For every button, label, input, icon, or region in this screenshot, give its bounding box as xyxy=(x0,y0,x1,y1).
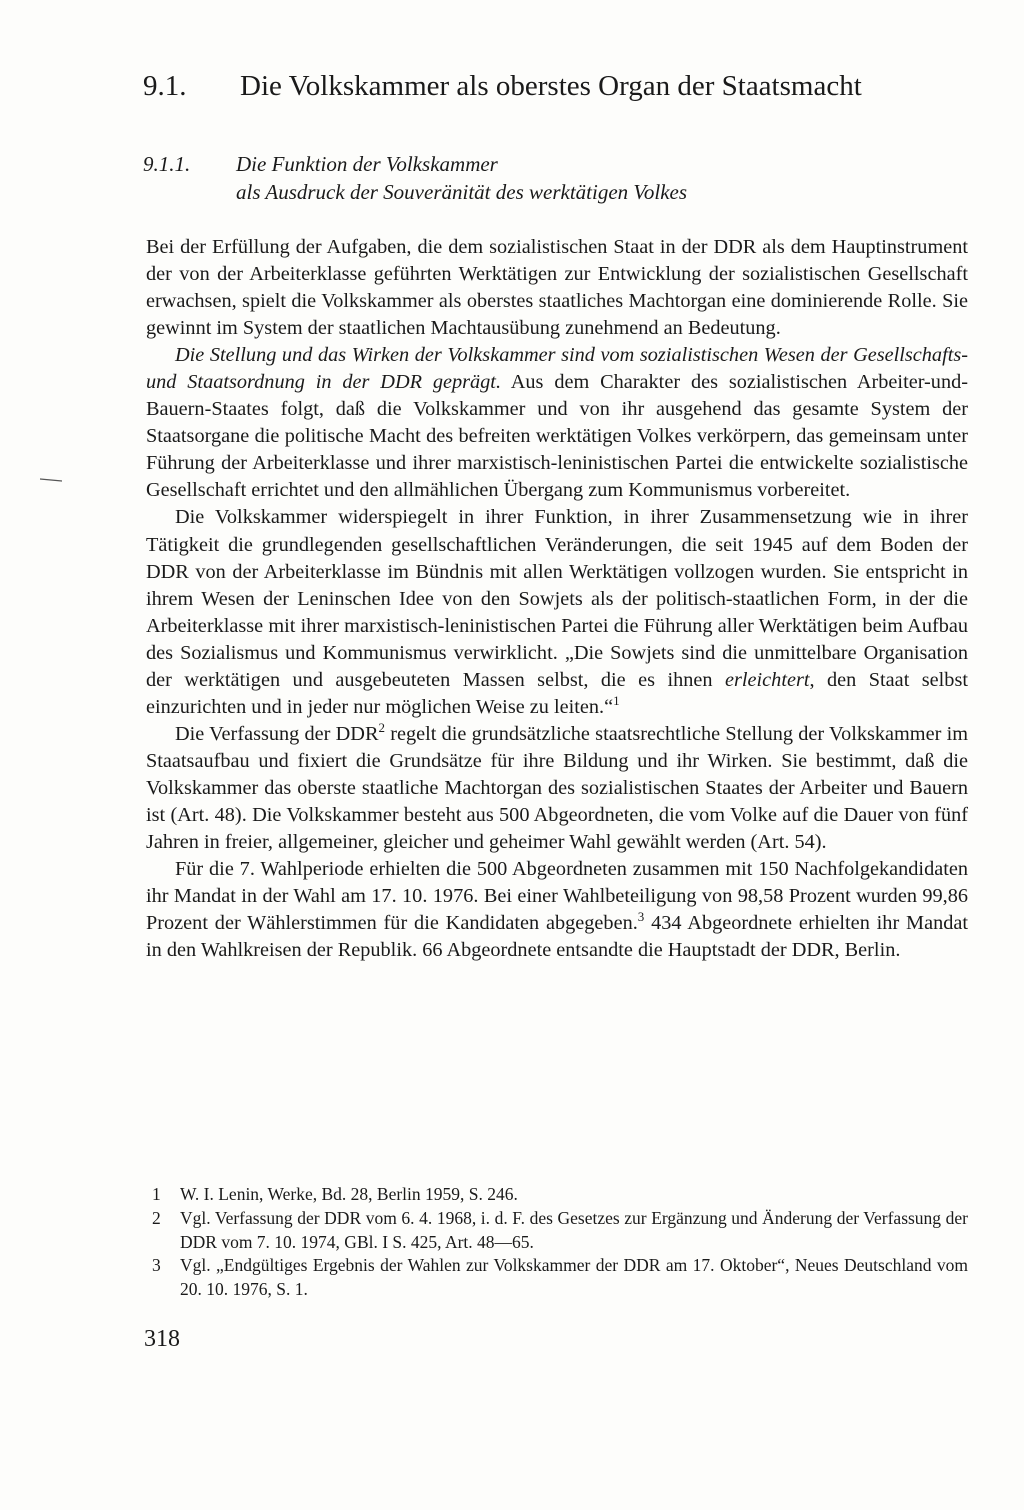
footnote-number: 1 xyxy=(152,1184,161,1204)
paragraph-1-text: Bei der Erfüllung der Aufgaben, die dem sozialistischen Staat in der DDR als dem Hauptinstrument der von der Arbeiterklasse geführten Werktätigen zur Entwicklung der sozialistischen Gesellschaft erwachsen, spielt die Volkskammer als oberstes staatliches Machtorgan eine dominierende Rolle. Sie gewinnt im System der staatlichen Machtausübung zunehmend an Bedeutung. xyxy=(146,236,968,340)
page-number: 318 xyxy=(144,1326,180,1352)
paragraph-2-italic: Die Stellung und das Wirken der Volkskammer sind vom sozialistischen Wesen der Gesellschafts- und Staatsordnung in der DDR geprägt. xyxy=(146,344,968,394)
paragraph-1 xyxy=(146,234,968,342)
margin-pencil-mark xyxy=(40,478,62,482)
paragraph-4 xyxy=(146,721,968,856)
paragraph-3-text-a: Die Volkskammer widerspiegelt in ihrer Funktion, in ihrer Zusammensetzung wie in ihrer Tätigkeit die grundlegenden gesellschaftlichen Veränderungen, die seit 1945 auf dem Boden der DDR von der Arbeiterklasse im Bündnis mit allen Werktätigen vollzogen wurden. Sie entspricht in ihrem Wesen der Leninschen Idee von den Sowjets als der politisch-staatlichen Form, in der die Arbeiterklasse mit ihrer marxistisch-leninistischen Partei die Führung aller Werktätigen beim Aufbau des Sozialismus und Kommunismus verwirklicht. „Die Sowjets sind die unmittelbare Organisation der werktätigen und ausgebeuteten Massen selbst, die es ihnen xyxy=(146,506,968,691)
paragraph-3 xyxy=(146,504,968,720)
footnote-1 xyxy=(152,1183,968,1207)
footnote-3 xyxy=(152,1254,968,1302)
footnote-ref-1: 1 xyxy=(613,693,620,709)
subsection-title-line-1: Die Funktion der Volkskammer xyxy=(236,152,498,176)
subsection-number: 9.1.1. xyxy=(143,152,191,176)
footnote-number: 2 xyxy=(152,1207,161,1228)
paragraph-5-text-a: Für die 7. Wahlperiode erhielten die 500 Abgeordneten zusammen mit 150 Nachfolgekandidaten ihr Mandat in der Wahl am 17. 10. 1976. Bei einer Wahlbeteiligung von 98,58 Prozent wurden 99,86 Prozent der Wählerstimmen für die Kandidaten abgegeben. xyxy=(146,858,968,935)
footnote-text: Vgl. Verfassung der DDR vom 6. 4. 1968, i. d. F. des Gesetzes zur Ergänzung und Änderung der Verfassung der DDR vom 7. 10. 1974, GBl. I S. 425, Art. 48—65. xyxy=(180,1207,968,1252)
subsection-heading xyxy=(143,150,943,206)
section-title: Die Volkskammer als oberstes Organ der Staatsmacht xyxy=(240,70,862,102)
paragraph-3-text-b: , den Staat selbst einzurichten und in jeder nur möglichen Weise zu leiten.“ xyxy=(146,668,968,718)
footnote-text: W. I. Lenin, Werke, Bd. 28, Berlin 1959, S. 246. xyxy=(180,1184,518,1204)
subsection-title-line-2: als Ausdruck der Souveränität des werktätigen Volkes xyxy=(236,180,688,204)
footnote-2 xyxy=(152,1207,968,1255)
paragraph-5 xyxy=(146,856,968,964)
paragraph-4-text-a: Die Verfassung der DDR xyxy=(175,722,379,745)
footnote-ref-3: 3 xyxy=(637,909,645,925)
paragraph-4-text-b: regelt die grundsätzliche staatsrechtliche Stellung der Volkskammer im Staatsaufbau und fixiert die Grundsätze für ihre Bildung und ihr Wirken. Sie bestimmt, daß die Volkskammer das oberste staatliche Machtorgan des sozialistischen Staates der Arbeiter und Bauern ist (Art. 48). Die Volkskammer besteht aus 500 Abgeordneten, die vom Volke auf die Dauer von fünf Jahren in freier, allgemeiner, gleicher und geheimer Wahl gewählt werden (Art. 54). xyxy=(146,722,968,854)
paragraph-5-text-b: 434 Abgeordnete erhielten ihr Mandat in den Wahlkreisen der Republik. 66 Abgeordnete entsandte die Hauptstadt der DDR, Berlin. xyxy=(146,912,969,962)
section-number: 9.1. xyxy=(143,70,187,102)
paragraph-2-text: Aus dem Charakter des sozialistischen Arbeiter-und-Bauern-Staates folgt, daß die Volkskammer und von ihr ausgehend das gesamte System der Staatsorgane die politische Macht des befreiten werktätigen Volkes verkörpern, das gemeinsam unter Führung der Arbeiterklasse und ihrer marxistisch-leninistischen Partei die entwickelte sozialistische Gesellschaft errichtet und den allmählichen Übergang zum Kommunismus vorbereitet. xyxy=(146,371,968,502)
paragraph-3-italic: erleichtert xyxy=(725,668,810,691)
body-text xyxy=(146,234,968,964)
footnote-ref-2: 2 xyxy=(378,720,385,736)
footnote-number: 3 xyxy=(152,1255,161,1276)
footnote-text: Vgl. „Endgültiges Ergebnis der Wahlen zur Volkskammer der DDR am 17. Oktober“, Neues Deutschland vom 20. 10. 1976, S. 1. xyxy=(180,1255,968,1300)
paragraph-2 xyxy=(146,342,968,504)
footnotes xyxy=(152,1183,968,1302)
section-heading xyxy=(143,68,943,104)
